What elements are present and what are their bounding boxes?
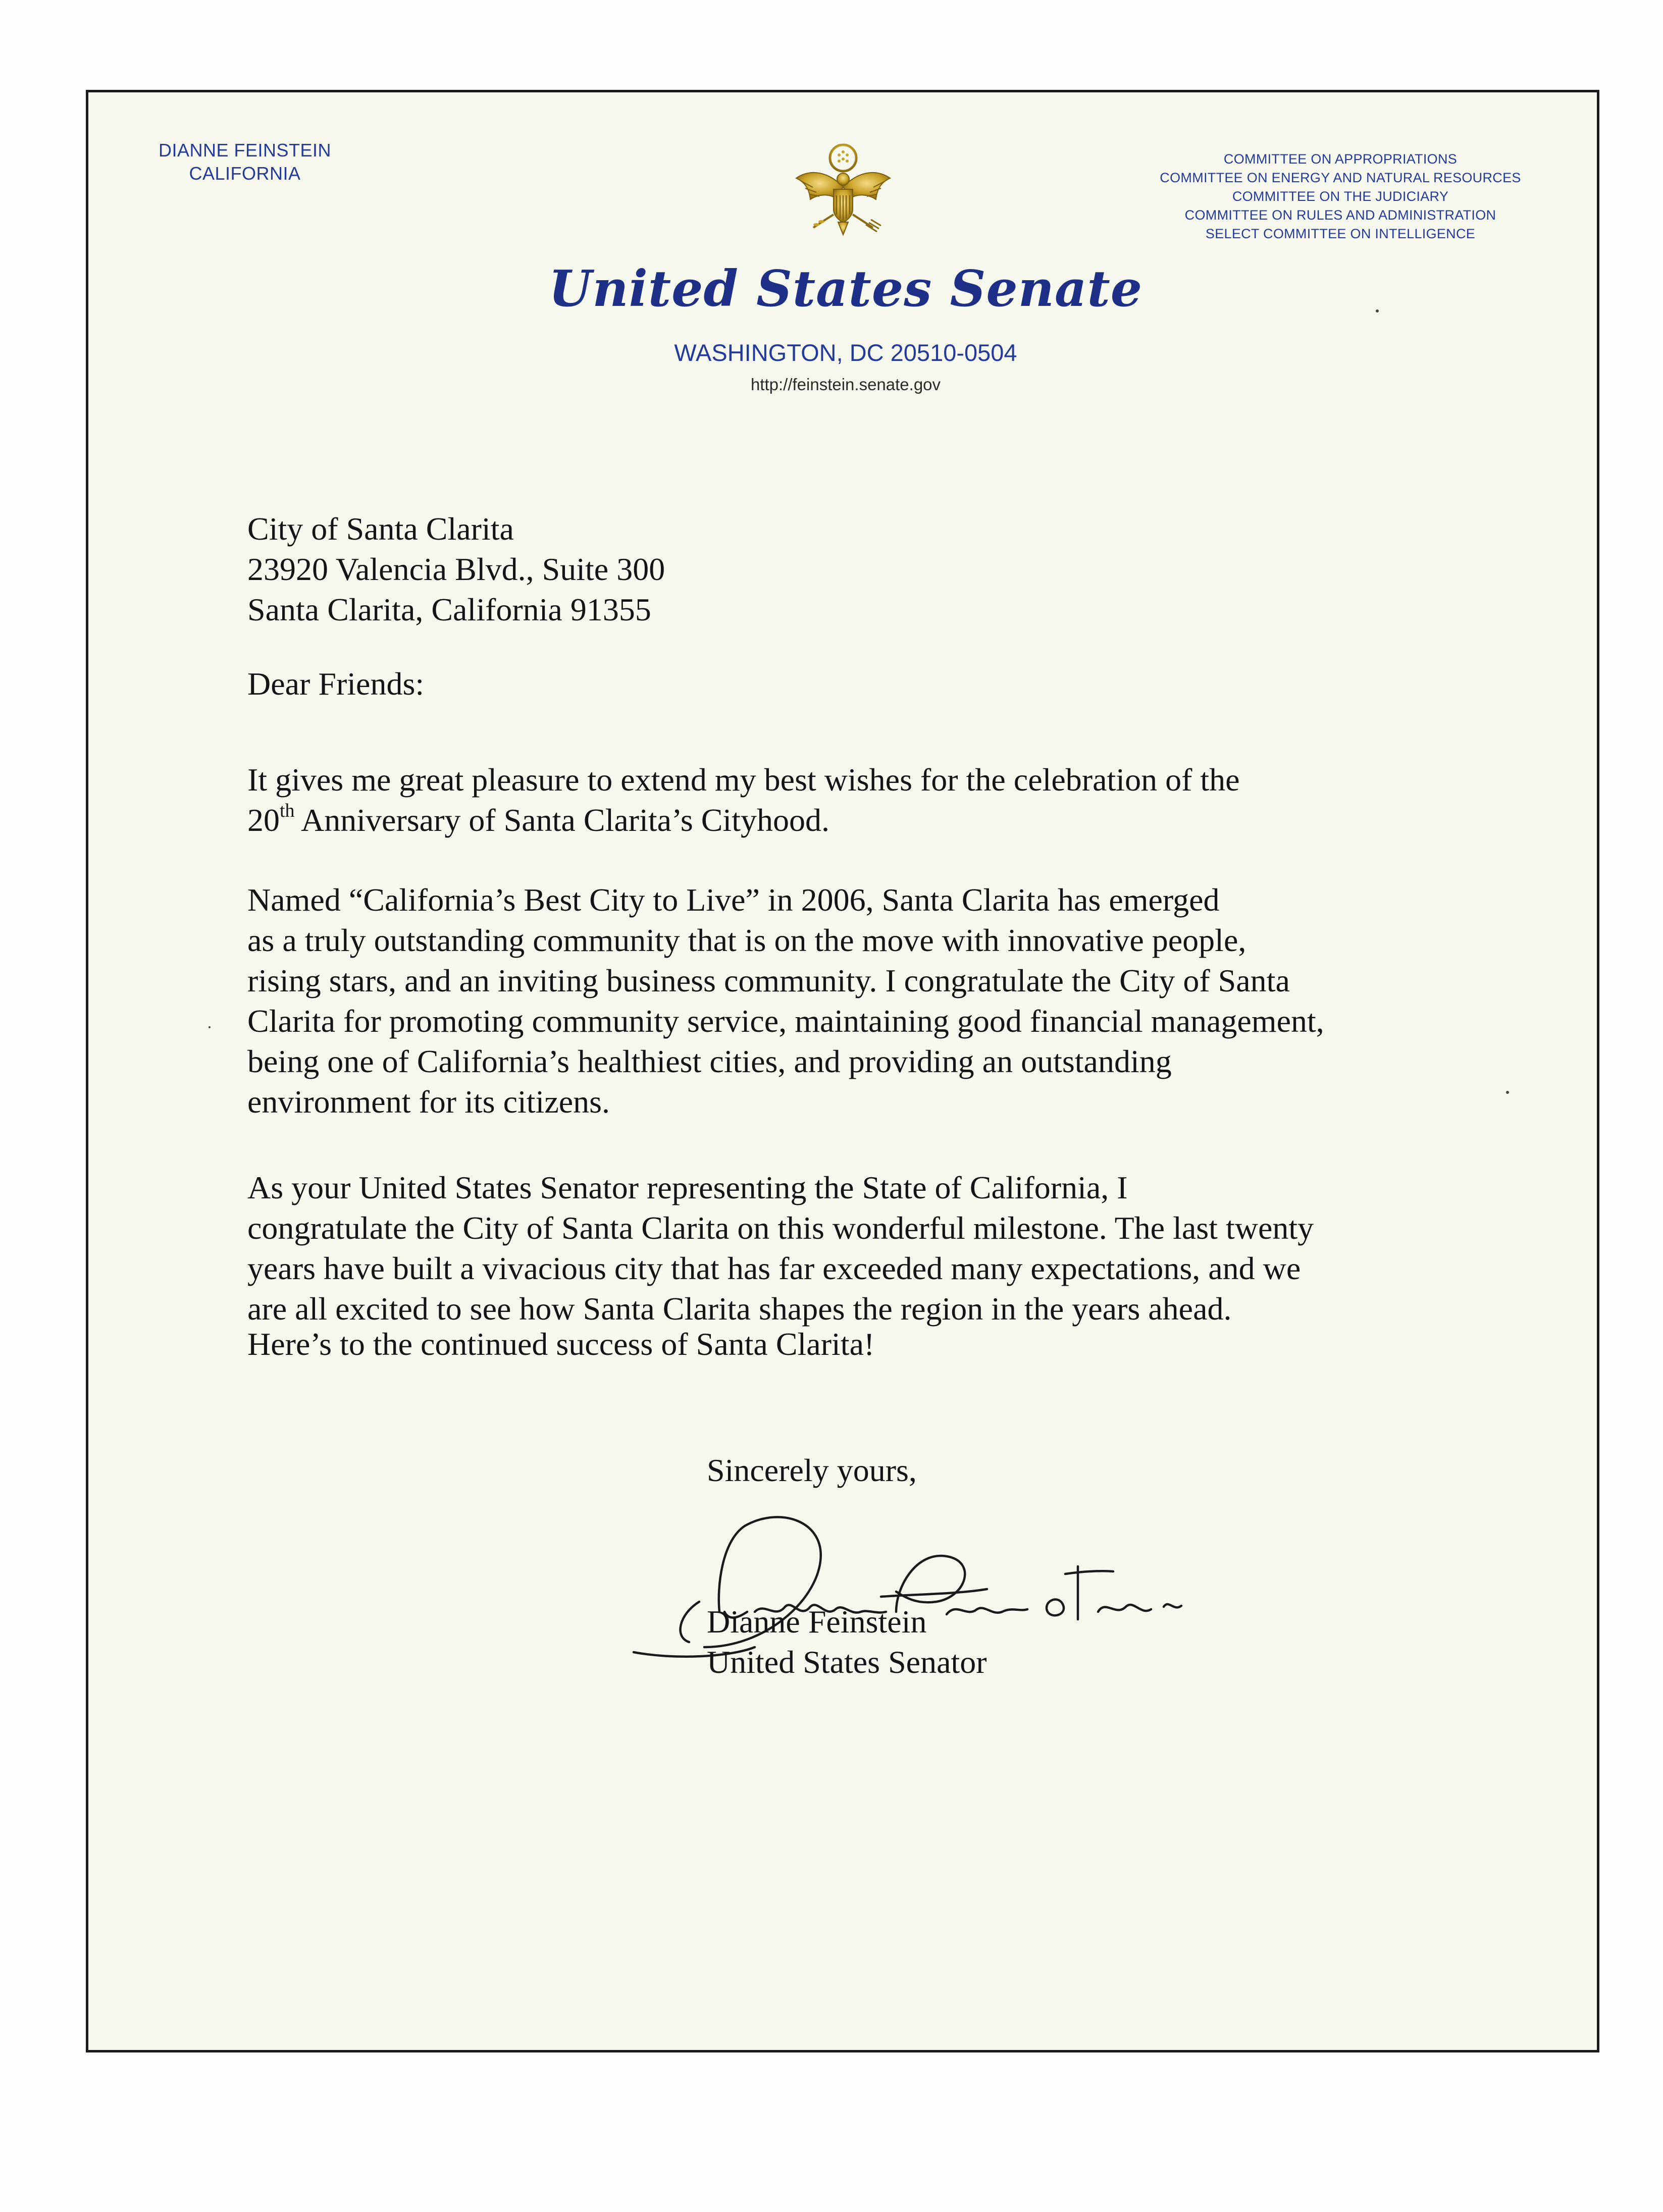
paragraph-line: Named “California’s Best City to Live” in 2006, Santa Clarita has emerged [247,882,1220,918]
committee-item: COMMITTEE ON APPROPRIATIONS [1223,151,1458,167]
paragraph-2 [247,880,1560,1122]
paper-speck [1376,309,1379,312]
signer-title: United States Senator [707,1644,987,1680]
salutation: Dear Friends: [247,666,425,702]
paragraph-line: being one of California’s healthiest cities, and providing an outstanding [247,1043,1172,1079]
senator-block [134,139,356,185]
paragraph-line [247,800,1560,840]
paragraph-line: as a truly outstanding community that is on the move with innovative people, [247,922,1246,958]
paragraph-line: As your United States Senator representing the State of California, I [247,1170,1128,1205]
paragraph-line: congratulate the City of Santa Clarita on this wonderful milestone. The last twenty [247,1210,1314,1246]
paper-speck [209,1026,211,1028]
paragraph-line: years have built a vivacious city that has far exceeded many expectations, and we [247,1250,1301,1286]
recipient-line: City of Santa Clarita [247,511,514,547]
paragraph-4 [247,1324,1560,1364]
eagle-seal-icon [790,139,896,245]
paragraph-line: Clarita for promoting community service, maintaining good financial management, [247,1003,1324,1039]
committee-list [1128,150,1552,243]
recipient-line: 23920 Valencia Blvd., Suite 300 [247,551,665,587]
valediction: Sincerely yours, [707,1452,917,1488]
letter-sheet [86,90,1599,2052]
paragraph-line: environment for its citizens. [247,1084,610,1120]
signer-name: Dianne Feinstein [707,1604,927,1640]
website-url: http://feinstein.senate.gov [750,375,941,394]
paper-speck [1506,1091,1509,1094]
ordinal-suffix: th [280,800,295,821]
committee-item: SELECT COMMITTEE ON INTELLIGENCE [1205,226,1476,241]
recipient-line: Santa Clarita, California 91355 [247,592,651,627]
ordinal-number: 20 [247,802,280,838]
paragraph-line: Here’s to the continued success of Santa Clarita! [247,1326,875,1362]
recipient-address [247,509,1560,630]
senator-name: DIANNE FEINSTEIN [158,140,332,161]
paragraph-3 [247,1168,1560,1329]
paragraph-line-rest: Anniversary of Santa Clarita’s Cityhood. [294,802,829,838]
institution-address: WASHINGTON, DC 20510-0504 [674,339,1017,366]
paragraph-line: It gives me great pleasure to extend my best wishes for the celebration of the [247,762,1240,798]
senator-state: CALIFORNIA [189,163,301,184]
institution-title: United States Senate [548,260,1143,318]
committee-item: COMMITTEE ON RULES AND ADMINISTRATION [1184,207,1496,223]
committee-item: COMMITTEE ON THE JUDICIARY [1232,189,1449,204]
paragraph-line: rising stars, and an inviting business community. I congratulate the City of Santa [247,963,1290,998]
committee-item: COMMITTEE ON ENERGY AND NATURAL RESOURCES [1160,170,1521,185]
paragraph-1 [247,760,1560,840]
paragraph-line: are all excited to see how Santa Clarita shapes the region in the years ahead. [247,1291,1232,1327]
